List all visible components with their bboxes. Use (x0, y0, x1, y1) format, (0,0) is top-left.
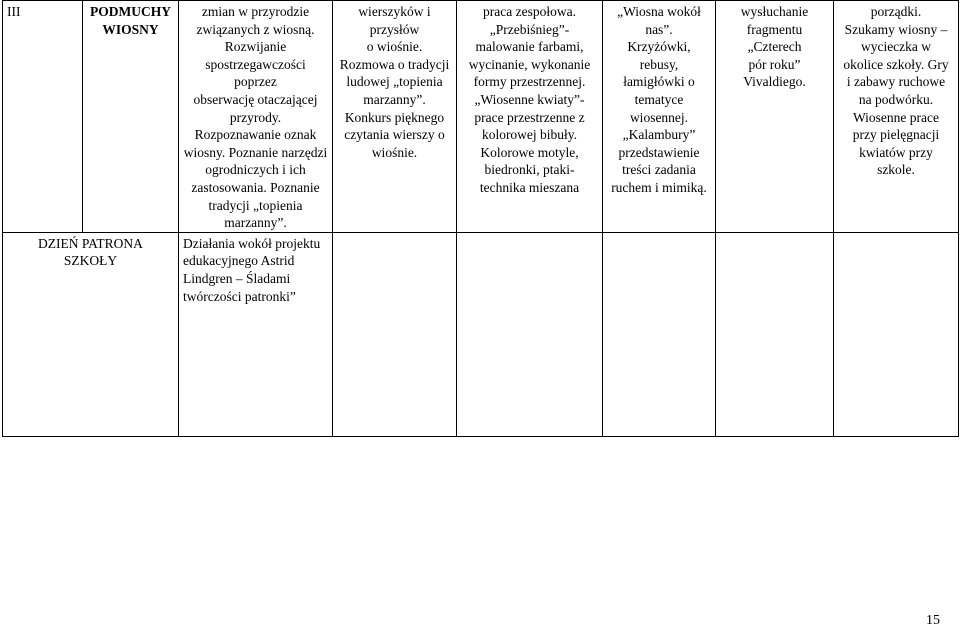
empty-cell (333, 232, 457, 436)
patron-project-cell (179, 232, 333, 436)
topic-title: PODMUCHY WIOSNY (90, 4, 171, 37)
math-activities-cell (603, 1, 716, 233)
music-activities-text: wysłuchanie fragmentu „Czterech pór roku” Vivaldiego. (740, 4, 809, 90)
patron-day-title: DZIEŃ PATRONA SZKOŁY (38, 235, 143, 269)
page-number: 15 (926, 613, 940, 628)
art-activities-cell (457, 1, 603, 233)
empty-cell (716, 232, 834, 436)
outdoor-activities-cell (834, 1, 959, 233)
table-row (3, 232, 959, 436)
empty-cell (603, 232, 716, 436)
patron-day-cell (3, 232, 179, 436)
lesson-plan-table (2, 0, 959, 437)
language-activities-cell (333, 1, 457, 233)
empty-cell (457, 232, 603, 436)
empty-cell (834, 232, 959, 436)
art-activities-text: praca zespołowa. „Przebiśnieg”- malowanie farbami, wycinanie, wykonanie formy przestrzennej. „Wiosenne kwiaty”- prace przestrzenne z kolorowej bibuły. Kolorowe motyle, biedronki, ptaki- technika mieszana (468, 4, 591, 195)
language-activities-text: wierszyków i przysłów o wiośnie. Rozmowa o tradycji ludowej „topienia marzanny”. Konkurs pięknego czytania wierszy o wiośnie. (339, 4, 450, 160)
outdoor-activities-text: porządki. Szukamy wiosny – wycieczka w okolice szkoły. Gry i zabawy ruchowe na podwórku. Wiosenne prace przy pielęgnacji kwiatów przy szkole. (843, 4, 949, 178)
goals-text: zmian w przyrodzie związanych z wiosną. Rozwijanie spostrzegawczości poprzez obserwację otaczającej przyrody. Rozpoznawanie oznak wiosny. Poznanie narzędzi ogrodniczych i ich zastosowania. Poznanie tradycji „topienia marzanny”. (183, 4, 328, 231)
topic-cell (83, 1, 179, 233)
row-number-cell (3, 1, 83, 233)
table-row (3, 1, 959, 233)
music-activities-cell (716, 1, 834, 233)
patron-project-text: Działania wokół projektu edukacyjnego Astrid Lindgren – Śladami twórczości patronki” (183, 235, 321, 304)
row-number: III (7, 4, 21, 19)
math-activities-text: „Wiosna wokół nas”. Krzyżówki, rebusy, łamigłówki o tematyce wiosennej. „Kalambury” przedstawienie treści zadania ruchem i mimiką. (611, 4, 707, 195)
goals-cell (179, 1, 333, 233)
